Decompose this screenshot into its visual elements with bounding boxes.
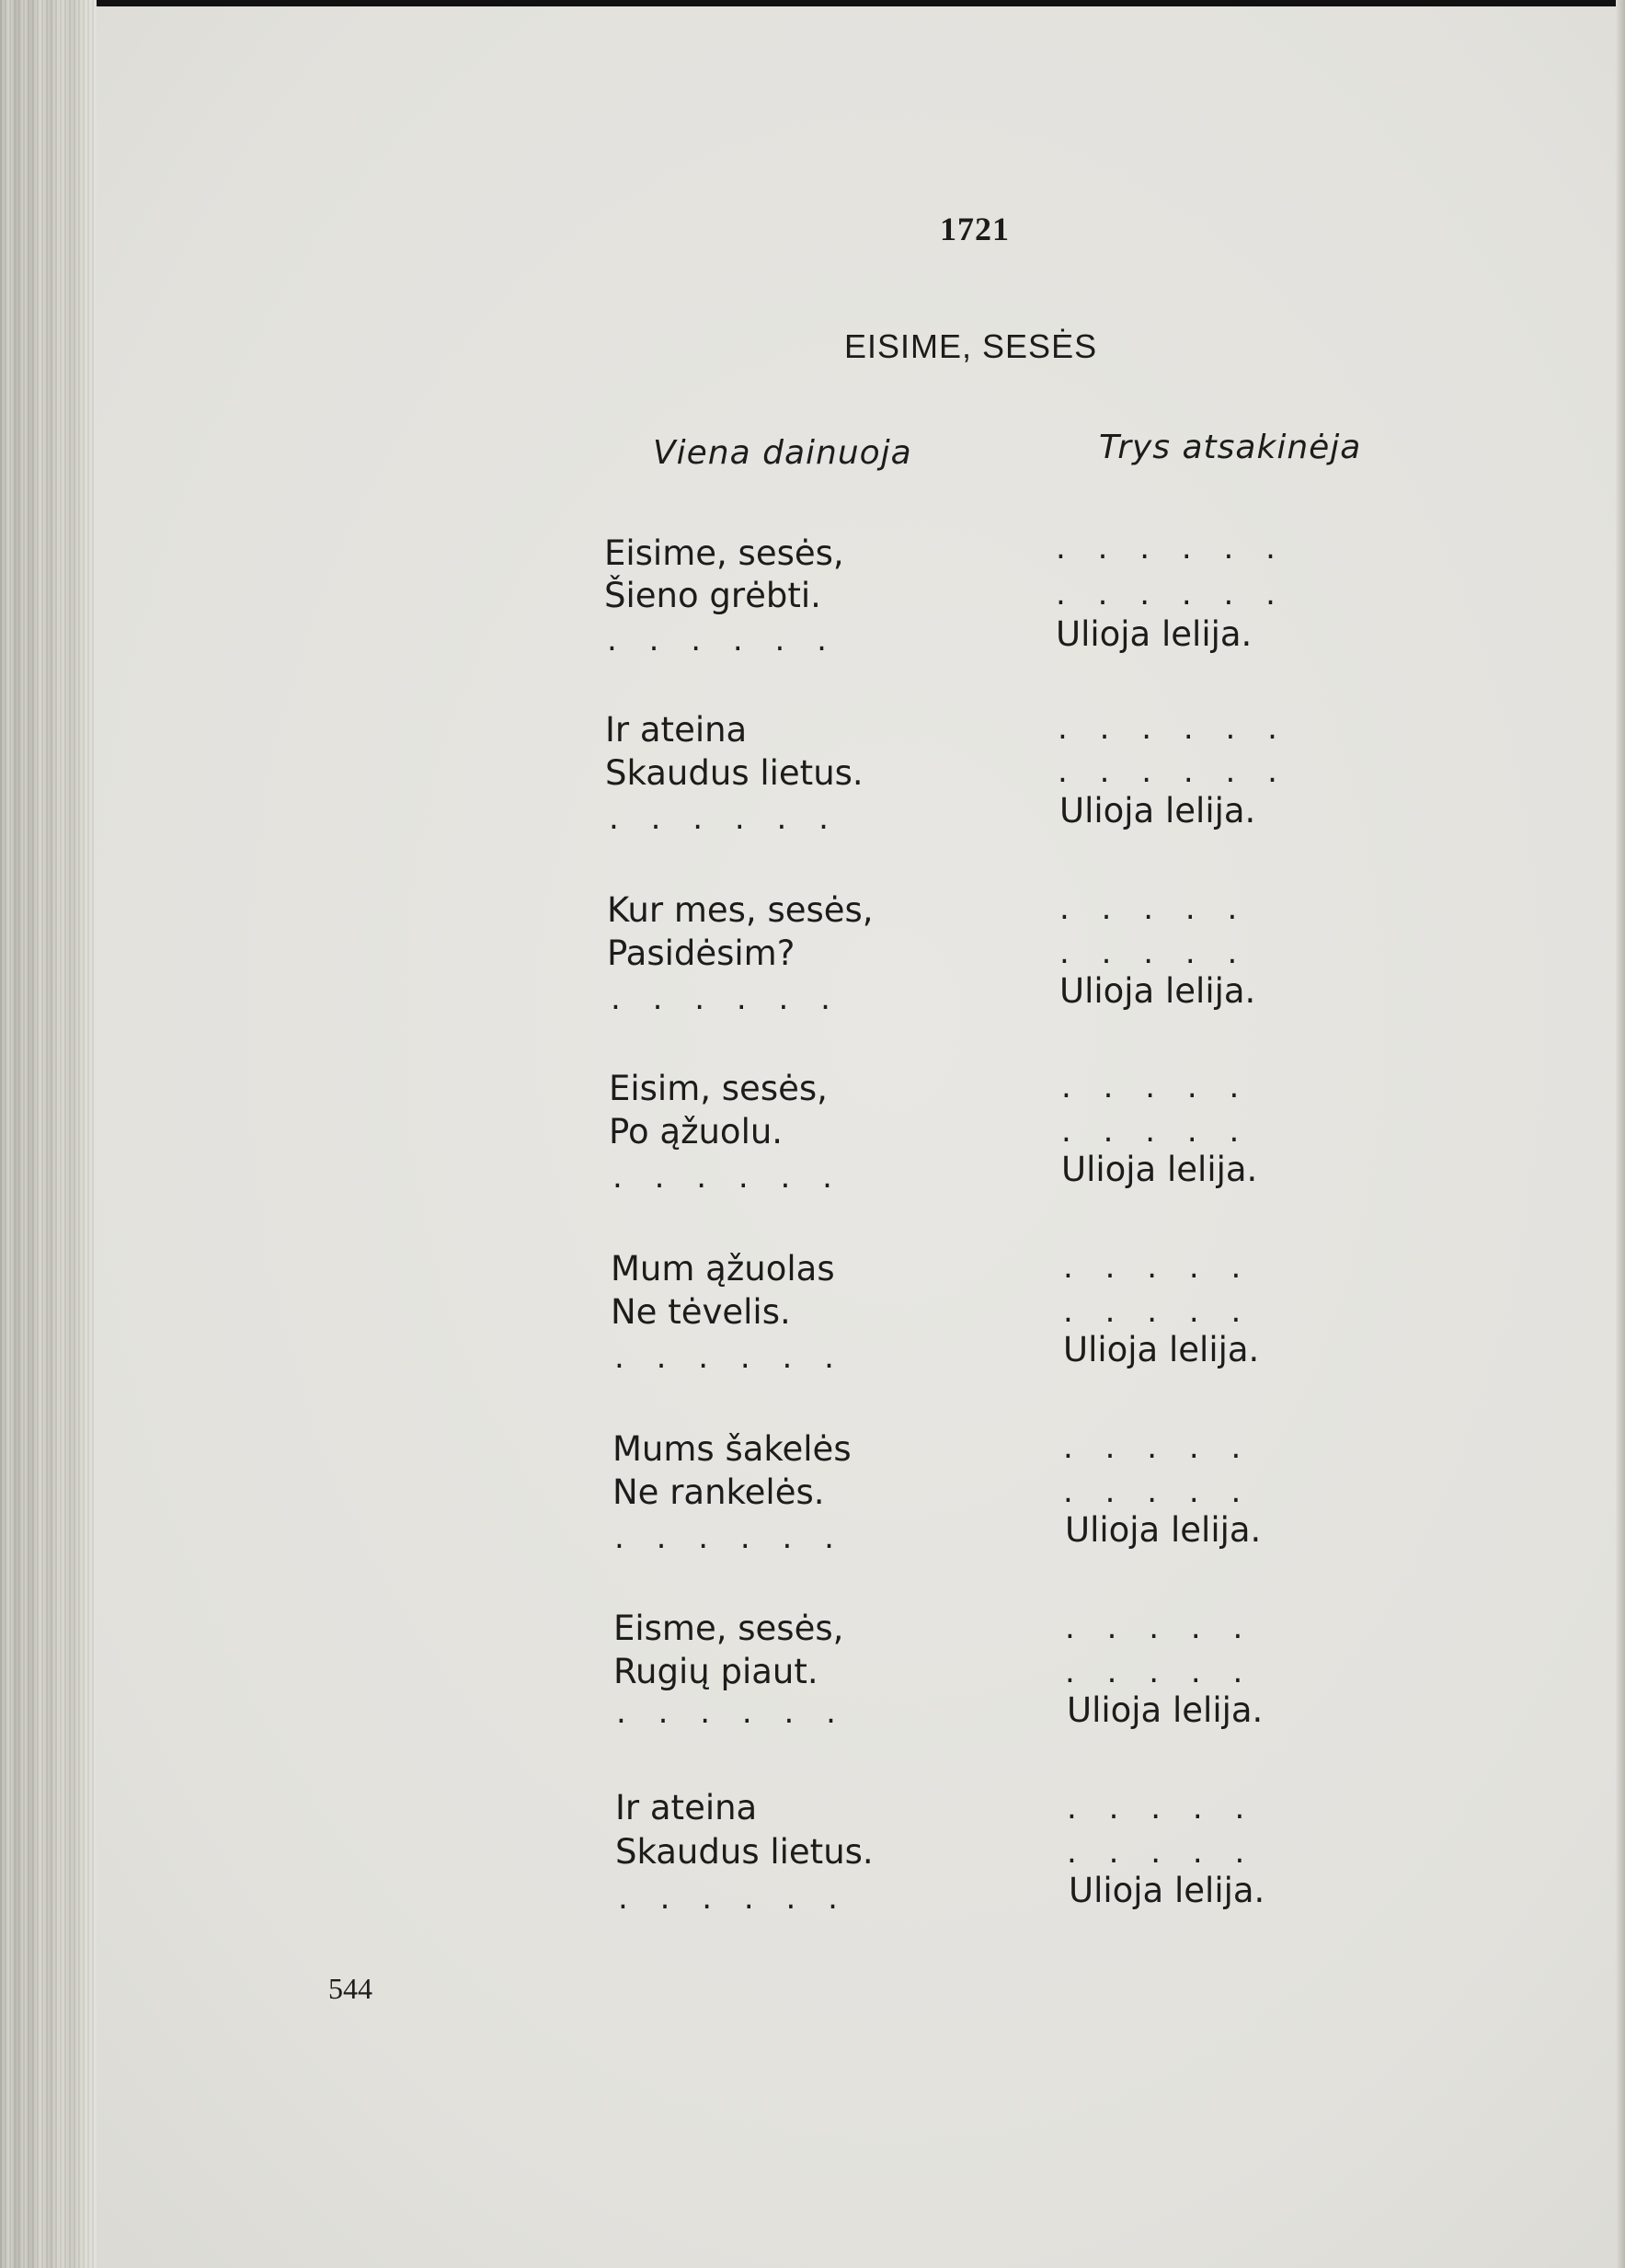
stanza-line-2: Skaudus lietus. bbox=[615, 1832, 874, 1872]
stanza-right-dots-1: . . . . . . bbox=[1056, 530, 1287, 567]
stanza-right-dots-2: . . . . . . bbox=[1056, 576, 1287, 613]
stanza-refrain: Ulioja lelija. bbox=[1063, 1330, 1260, 1369]
stanza-refrain: Ulioja lelija. bbox=[1065, 1510, 1262, 1550]
stanza-line-1: Eisime, sesės, bbox=[604, 533, 844, 573]
stanza-right-dots-1: . . . . . bbox=[1061, 1069, 1251, 1105]
stanza-line-1: Ir ateina bbox=[615, 1788, 758, 1827]
stanza-right-dots-2: . . . . . bbox=[1063, 1473, 1253, 1510]
stanza-refrain: Ulioja lelija. bbox=[1059, 971, 1256, 1011]
stanza-left-dots: . . . . . . bbox=[614, 1339, 845, 1376]
stanza-line-2: Rugių piaut. bbox=[613, 1652, 818, 1691]
stanza-line-1: Mums šakelės bbox=[612, 1429, 852, 1469]
stanza-right-dots-2: . . . . . bbox=[1067, 1834, 1256, 1871]
stanza-right-dots-1: . . . . . bbox=[1059, 890, 1249, 927]
stanza-right-dots-2: . . . . . bbox=[1063, 1293, 1253, 1330]
stanza-refrain: Ulioja lelija. bbox=[1069, 1871, 1265, 1910]
right-column-heading: Trys atsakinėja bbox=[1099, 429, 1362, 466]
stanza-line-2: Ne rankelės. bbox=[612, 1472, 825, 1512]
stanza-left-dots: . . . . . . bbox=[612, 1159, 843, 1196]
song-number: 1721 bbox=[940, 211, 1010, 247]
stanza-left-dots: . . . . . . bbox=[611, 980, 841, 1017]
stanza-line-1: Mum ąžuolas bbox=[611, 1249, 835, 1289]
stanza-right-dots-1: . . . . . . bbox=[1058, 710, 1288, 747]
stanza-line-2: Ne tėvelis. bbox=[611, 1292, 791, 1332]
stanza-right-dots-1: . . . . . bbox=[1063, 1249, 1253, 1286]
stanza-right-dots-1: . . . . . bbox=[1067, 1790, 1256, 1827]
stanza-line-1: Ir ateina bbox=[605, 710, 748, 750]
stanza-refrain: Ulioja lelija. bbox=[1059, 791, 1256, 830]
stanza-line-2: Šieno grėbti. bbox=[604, 576, 821, 615]
stanza-right-dots-2: . . . . . bbox=[1061, 1113, 1251, 1150]
page-number: 544 bbox=[328, 1972, 372, 2005]
stanza-right-dots-1: . . . . . bbox=[1063, 1429, 1253, 1466]
stanza-right-dots-2: . . . . . bbox=[1059, 934, 1249, 971]
stanza-left-dots: . . . . . . bbox=[609, 800, 840, 837]
stanza-right-dots-1: . . . . . bbox=[1065, 1609, 1254, 1646]
stanza-line-1: Eisim, sesės, bbox=[609, 1069, 828, 1108]
left-column-heading: Viena dainuoja bbox=[653, 434, 912, 472]
scan-top-edge bbox=[0, 0, 1625, 6]
stanza-left-dots: . . . . . . bbox=[614, 1519, 845, 1556]
song-title: EISIME, SESĖS bbox=[844, 327, 1098, 365]
stanza-line-2: Pasidėsim? bbox=[607, 934, 795, 973]
stanza-line-2: Skaudus lietus. bbox=[605, 753, 864, 793]
book-spine-edge bbox=[0, 0, 97, 2268]
stanza-refrain: Ulioja lelija. bbox=[1056, 614, 1253, 654]
stanza-right-dots-2: . . . . . . bbox=[1058, 753, 1288, 790]
stanza-refrain: Ulioja lelija. bbox=[1067, 1690, 1264, 1730]
stanza-refrain: Ulioja lelija. bbox=[1061, 1150, 1258, 1189]
stanza-left-dots: . . . . . . bbox=[618, 1880, 849, 1917]
scan-right-edge bbox=[1616, 0, 1625, 2268]
stanza-left-dots: . . . . . . bbox=[616, 1694, 847, 1731]
stanza-left-dots: . . . . . . bbox=[607, 622, 838, 659]
stanza-line-1: Kur mes, sesės, bbox=[607, 890, 874, 930]
stanza-right-dots-2: . . . . . bbox=[1065, 1654, 1254, 1690]
stanza-line-1: Eisme, sesės, bbox=[613, 1609, 844, 1648]
stanza-line-2: Po ąžuolu. bbox=[609, 1112, 784, 1151]
